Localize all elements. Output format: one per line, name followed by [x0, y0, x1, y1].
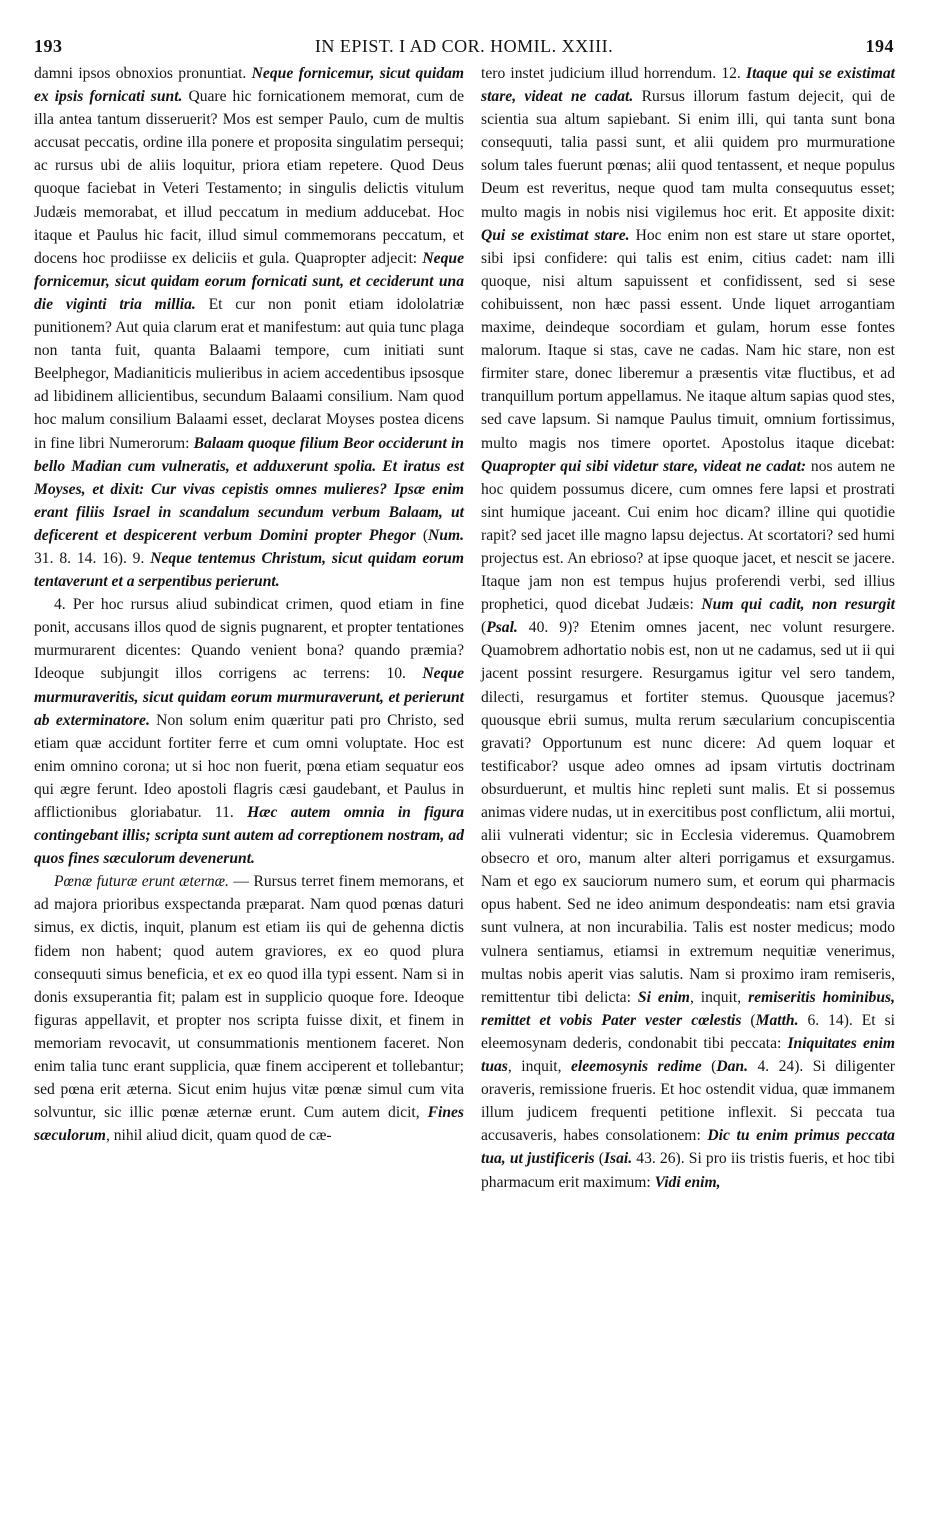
italic-text-run: Quapropter qui sibi videtur stare, videat ne cadat:: [481, 457, 807, 475]
text-run: nos autem ne hoc quidem possumus dicere, cum omnes fere lapsi et prostrati sint humique jaceant. Cui enim hoc dicam? illine qui quotidie rapit? sed jacet ille magno lapsu dejectus. At scortatori? sed humi projectus est. An ebrioso? at ipse quoque jacet, et nescit se jacere. Itaque jam non est tempus hujus proferendi verbi, sed illius prophetici, quod dicebat Judæis:: [481, 457, 895, 614]
text-run: , nihil aliud dicit, quam quod de cæ-: [105, 1127, 332, 1145]
paragraph: [34, 62, 464, 593]
text-run: (: [594, 1150, 604, 1168]
text-run: 43. 26). Si pro iis tristis fueris, et hoc tibi pharmacum erit maximum:: [481, 1150, 896, 1191]
text-run: tero instet judicium illud horrendum. 12.: [481, 65, 746, 82]
text-run: (: [415, 526, 429, 544]
text-run: (: [741, 1011, 756, 1029]
italic-text-run: Num.: [428, 526, 464, 544]
running-header: [34, 36, 894, 60]
text-run: 4. 24). Si diligenter oraveris, remissione frueris. Et hoc ostendit vidua, quæ immanem illum judicem frequenti petitione inflexit. Si peccata tua accusaveris, habes consolationem:: [481, 1058, 895, 1145]
italic-text-run: Hæc autem omnia in figura contingebant illis; scripta sunt autem ad correptionem nostram, ad quos fines sæculorum devenerunt.: [34, 804, 464, 868]
italic-text-run: Num qui cadit, non resurgit: [701, 596, 895, 614]
italic-text-run: Balaam quoque filium Beor occiderunt in bello Madian cum vulneratis, et adduxerunt spolia. Et iratus est Moyses, et dixit: Cur vivas cepistis omnes mulieres? Ipsæ enim erant filiis Israel in scandalum secundum verbum Balaam, ut deficerent et despicerent verbum Domini propter Phegor: [34, 434, 464, 544]
italic-text-run: Fines sæculorum: [34, 1104, 464, 1145]
italic-text-run: Iniquitates enim tuas: [481, 1034, 895, 1076]
italic-text-run: remiseritis hominibus, remittet et vobis Pater vester cœlestis: [481, 988, 895, 1029]
text-run: (: [701, 1058, 717, 1076]
italic-text-run: Isai.: [603, 1150, 633, 1168]
italic-text-run: Neque fornicemur, sicut quidam ex ipsis fornicati sunt.: [34, 65, 464, 106]
text-run: (: [481, 619, 487, 637]
right-column: [481, 62, 895, 1194]
text-run: 31. 8. 14. 16). 9.: [34, 549, 151, 567]
left-column: [34, 62, 464, 1147]
italic-text-run: Neque tentemus Christum, sicut quidam eorum tentaverunt et a serpentibus perierunt.: [34, 549, 464, 591]
text-run: Quare hic fornicationem memorat, cum de illa antea tantum disseruerit? Mos est semper Paulo, cum de multis accusat peccatis, ordine illa ponere et proposita singulatim persequi; ac rursus ubi de aliis loquitur, priora etiam repetere. Quod Deus quoque faciebat in Veteri Testamento; in singulis delictis vitulum Judæis memorabat, et illud peccatum in medium adducebat. Hoc itaque et Paulus hic facit, illud simul commemorans peccatum, et docens hoc prodiisse ex deliciis et gula. Quapropter adjecit:: [34, 88, 464, 267]
italic-text-run: Itaque qui se existimat stare, videat ne cadat.: [481, 65, 895, 106]
text-run: damni ipsos obnoxios pronuntiat.: [34, 65, 252, 82]
italic-text-run: Dan.: [716, 1058, 748, 1076]
text-run: Non solum enim quæritur pati pro Christo, sed etiam quæ accidunt fortiter ferre et cum omni voluptate. Hoc est enim omnino corona; ut si hoc non fuerit, pœna etiam sequatur eos qui ægre ferunt. Ideo apostoli flagris cæsi gaudebant, et Paulus in afflictionibus gloriabatur. 11.: [34, 711, 465, 821]
page-number-right: 194: [865, 36, 894, 56]
text-run: Et cur non ponit etiam idololatriæ punitionem? Aut quia clarum erat et manifestum: aut quia tunc plaga non tanta fuit, quanta Balaami tempore, cum initiati sunt Beelphegor, Madianiticis mulieribus in aciem accedentibus ipsosque ad libidinem allicientibus, secundum Balaami consilium. Nam quod hoc malum consilium Balaami esset, declarat Moyses postea dicens in fine libri Numerorum:: [34, 295, 464, 452]
italic-text-run: Pœnæ futuræ erunt æternæ.: [54, 873, 229, 891]
text-run: — Rursus terret finem memorans, et ad majora prioribus exspectanda præparat. Nam quod pœnas daturi simus, ex dictis, inquit, planum est etiam iis qui de gehenna dictis fidem non habent; quod autem graviores, ex eo quod plura consequuti simus beneficia, et ex eo quod illa typi essent. Nam si in donis exsuperantia fit; palam est in supplicio quoque fore. Ideoque figuras appellavit, et propter nos scripta fuisse dixit, et finem in memoriam revocavit, ut consummationis mentionem faceret. Non enim talia tunc erant supplicia, quæ finem acciperent et tollebantur; sed pœna erit æterna. Sicut enim hujus vitæ pœnæ simul cum vita solvuntur, sic illic pœnæ æternæ erunt. Cum autem dicit,: [34, 873, 464, 1122]
italic-text-run: Psal.: [486, 619, 518, 637]
text-run: 4. Per hoc rursus aliud subindicat crimen, quod etiam in fine ponit, accusans illos quod de signis pugnarent, et propter tentationes murmurarent dicentes: Quando venient bona? quando præmia? Ideoque subjungit illos corrigens ac terrens: 10.: [34, 596, 464, 683]
paragraph: [34, 870, 464, 1147]
paragraph: [481, 62, 895, 1194]
text-run: , inquit,: [507, 1058, 571, 1076]
italic-text-run: Qui se existimat stare.: [481, 226, 630, 244]
italic-text-run: Vidi enim,: [654, 1173, 721, 1191]
text-run: 40. 9)? Etenim omnes jacent, nec volunt resurgere. Quamobrem adhortatio nobis est, non ut ne cadamus, sed ut ii qui jacent possint resurgere. Resurgamus igitur vel sero tandem, dilecti, resurgamus et fortiter stemus. Quousque jacemus? quousque ebrii sumus, multa rerum sæcularium concupiscentia gravati? Opportunum est nunc dicere: Ad quem loquar et testificabor? usque adeo omnes ad ipsam virtutis doctrinam obsurduerunt, et multis hinc repleti sunt malis. Et si possemus animas videre nudas, ut in exercitibus post conflictum, alii mortui, alii vulnerati videntur; sic in Ecclesia videremus. Quamobrem obsecro et oro, manum alter alteri porrigamus et exsurgamus. Nam et ego ex sauciorum numero sum, et eorum qui pharmacis opus habent. Sed ne ideo animum despondeatis: nam etsi gravia sunt vulnera, at non incurabilia. Talis est noster medicus; modo vulnera sentiamus, etiamsi in extremum nequitiæ venerimus, multas nobis aperit vias salutis. Nam si proximo iram remiseris, remittentur tibi delicta:: [481, 619, 896, 1006]
page-number-left: 193: [34, 36, 63, 56]
italic-text-run: Si enim: [637, 988, 690, 1006]
italic-text-run: Matth.: [755, 1011, 799, 1029]
paragraph: [34, 593, 464, 870]
italic-text-run: Neque fornicemur, sicut quidam eorum fornicati sunt, et ceciderunt una die viginti tria millia.: [34, 249, 464, 313]
text-run: , inquit,: [689, 988, 749, 1006]
italic-text-run: Neque murmuraveritis, sicut quidam eorum murmuraverunt, et perierunt ab exterminatore.: [34, 665, 464, 729]
italic-text-run: eleemosynis redime: [570, 1058, 702, 1076]
italic-text-run: Dic tu enim primus peccata tua, ut justificeris: [481, 1127, 895, 1168]
text-run: Rursus illorum fastum dejecit, qui de scientia sua altum sapiebant. Si enim illi, qui tanta sunt bona consequuti, talia passi sunt, et alii quidem pro murmuratione solum tales fuerunt pœnas; alii quod tentassent, et neque populus Deum est reveritus, neque quod tam multa consequutus esset; multo magis in nobis nisi vigilemus hoc erit. Et apposite dixit:: [481, 88, 895, 221]
running-title: IN EPIST. I AD COR. HOMIL. XXIII.: [314, 36, 614, 56]
text-run: Hoc enim non est stare ut stare oportet, sibi ipsi confidere: qui talis est enim, citius cadet: nam illi quoque, nisi altum sapuissent et confidissent, sed si sese cohibuissent, non hæc passi essent. Unde liquet arrogantiam maxime, deindeque socordiam et gulam, horum esse fontes malorum. Itaque si stas, cave ne cadas. Nam hic stare, non est firmiter stare, donec liberemur a præsentis vitæ fluctibus, et ad tranquillum portum appellamus. Ne itaque altum sapias quod stes, sed cave lapsum. Si namque Paulus timuit, omnium fortissimus, multo magis nos timere oportet. Apostolus itaque dicebat:: [481, 226, 895, 452]
text-run: 6. 14). Et si eleemosynam dederis, condonabit tibi peccata:: [481, 1011, 895, 1052]
